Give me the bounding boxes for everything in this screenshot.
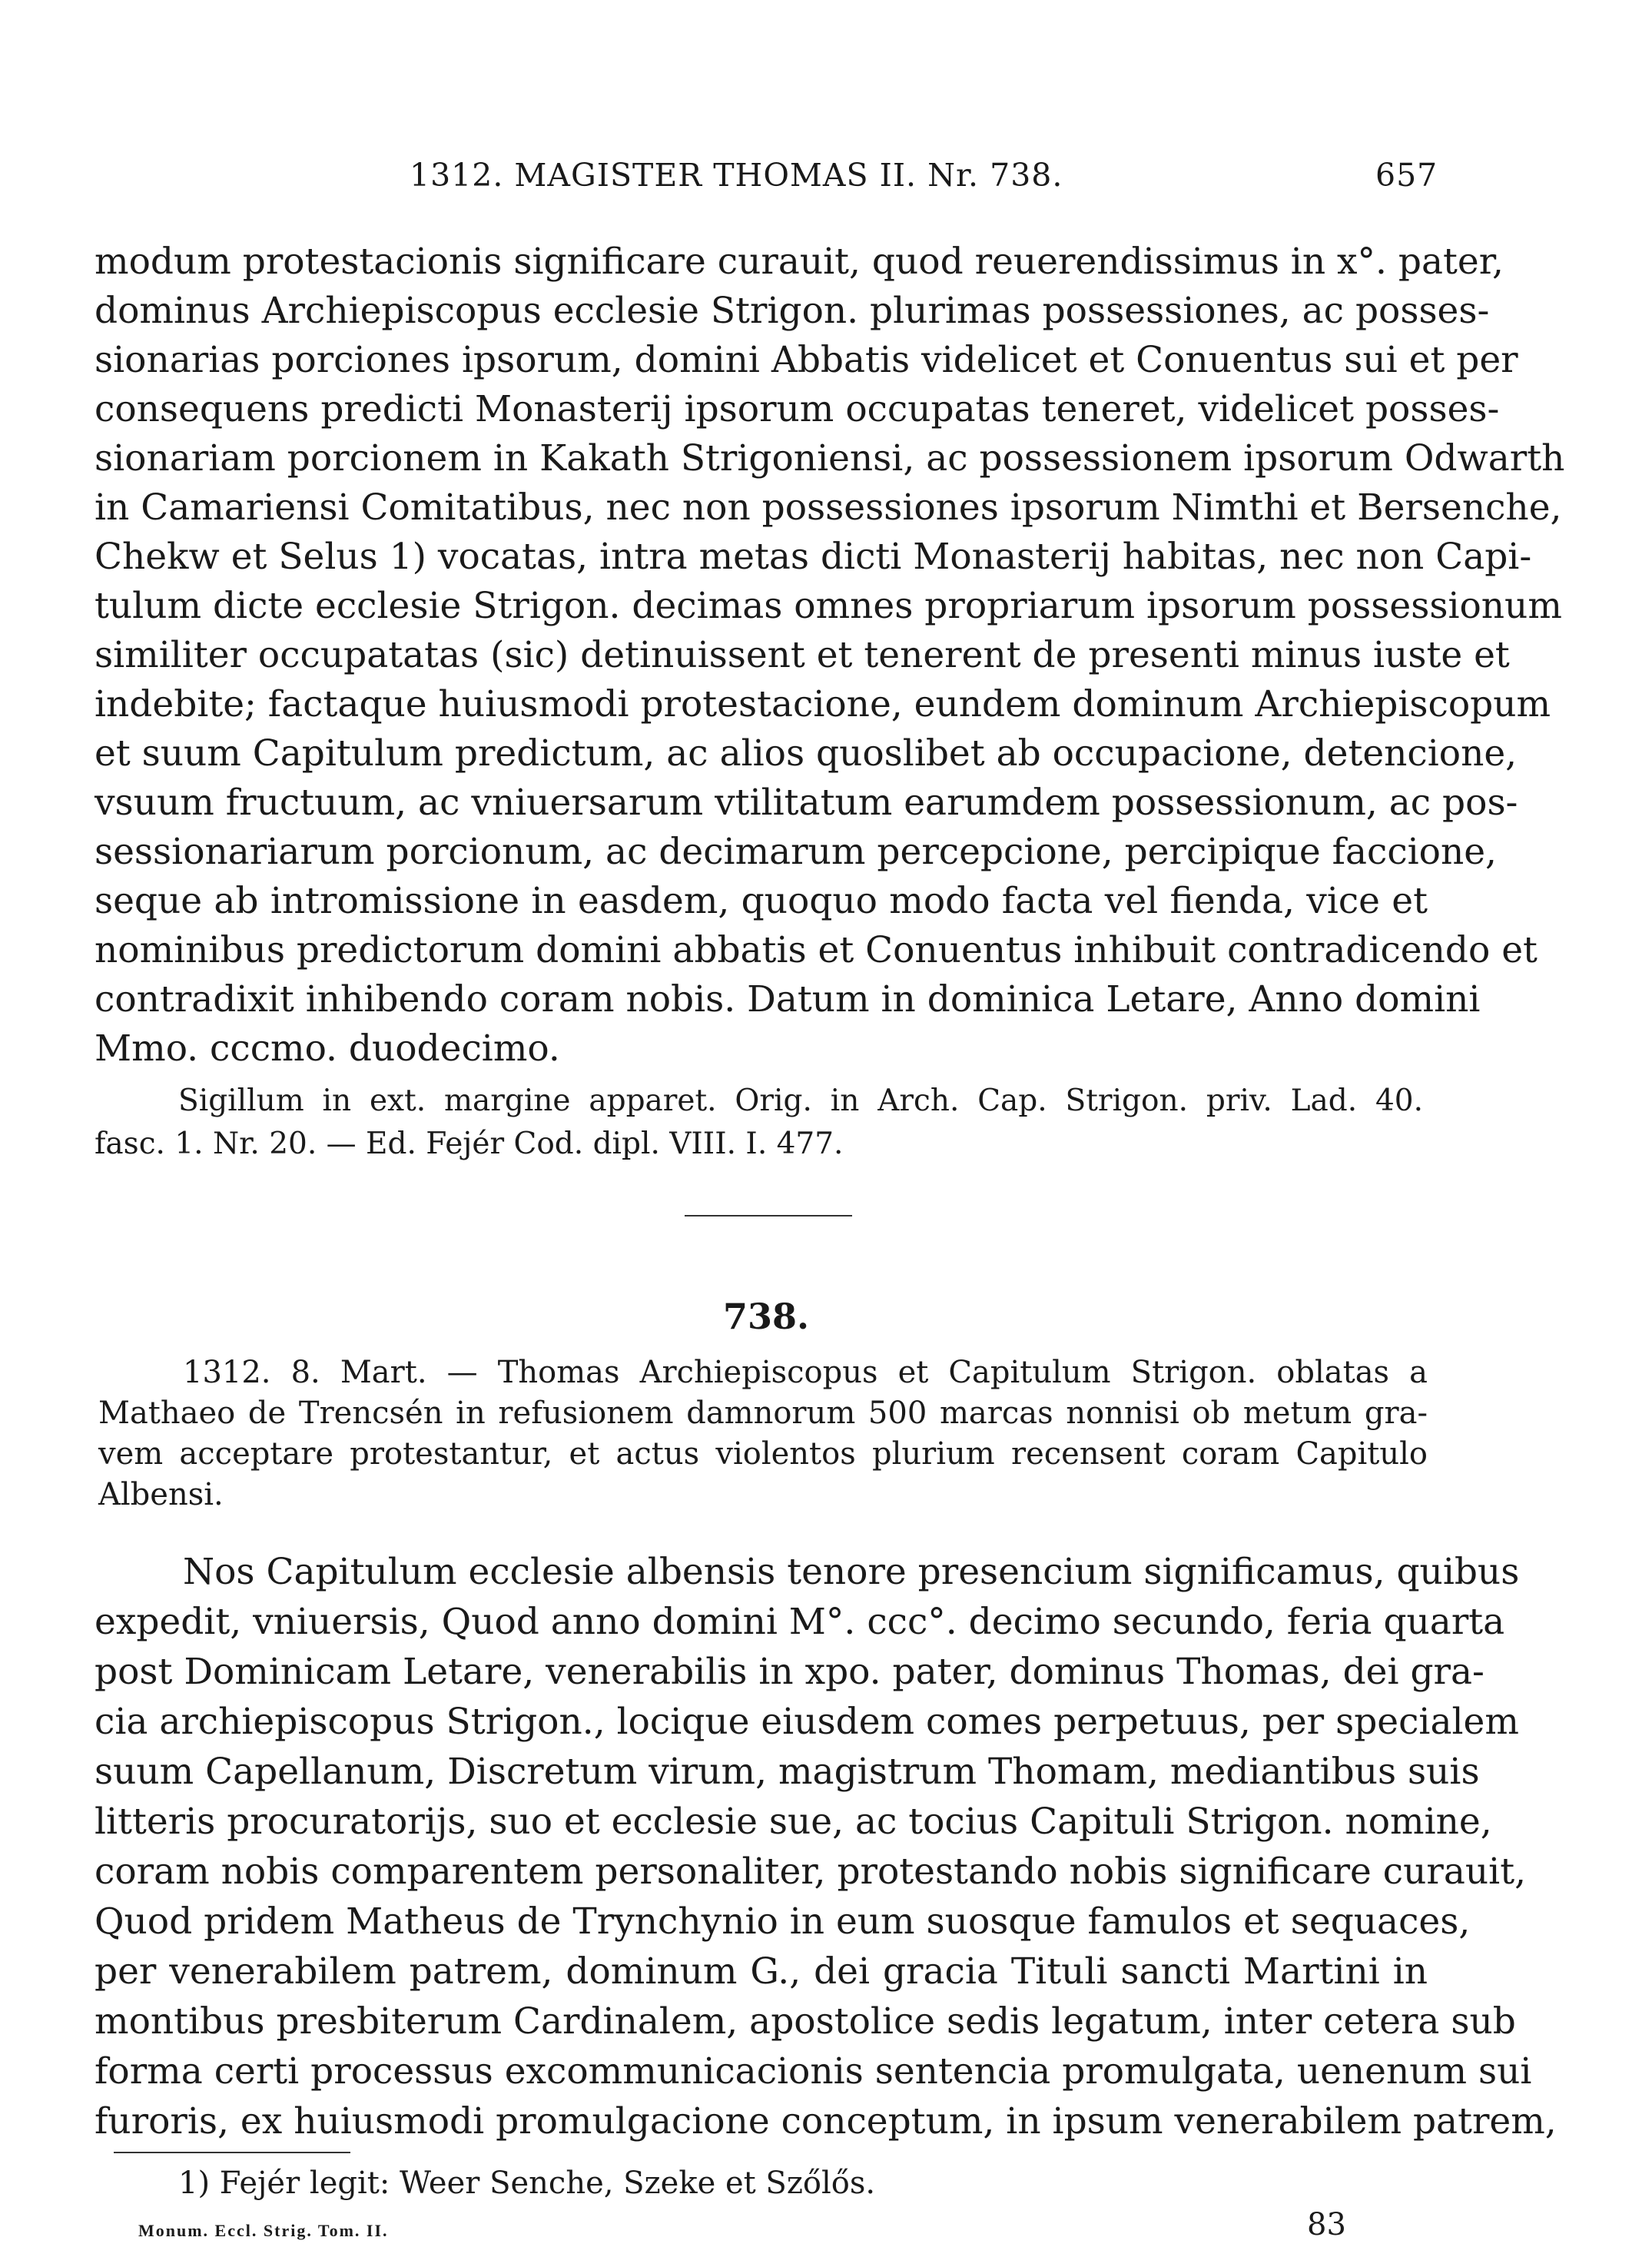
body-line: et suum Capitulum predictum, ac alios quoslibet ab occupacione, detencione,	[95, 732, 1518, 775]
body-line: tulum dicte ecclesie Strigon. decimas omnes propriarum ipsorum possessionum	[95, 585, 1562, 627]
running-title: 1312. MAGISTER THOMAS II. Nr. 738.	[410, 157, 1063, 194]
body-line: contradixit inhibendo coram nobis. Datum in dominica Letare, Anno domini	[95, 978, 1481, 1021]
body-line: modum protestacionis significare curauit, quod reuerendissimus in x°. pater,	[95, 241, 1504, 283]
body-line: vsuum fructuum, ac vniuersarum vtilitatum earumdem possessionum, ac pos-	[95, 782, 1518, 824]
footer-signature: Monum. Eccl. Strig. Tom. II.	[138, 2221, 389, 2240]
sheet-number: 83	[1307, 2207, 1346, 2242]
body-line: similiter occupatatas (sic) detinuissent et tenerent de presenti minus iuste et	[95, 634, 1510, 676]
body-line: seque ab intromissione in easdem, quoquo modo facta vel fienda, vice et	[95, 880, 1428, 922]
document-number: 738.	[723, 1296, 810, 1337]
body-line: dominus Archiepiscopus ecclesie Strigon. plurimas possessiones, ac posses-	[95, 290, 1490, 332]
body-line: furoris, ex huiusmodi promulgacione conceptum, in ipsum venerabilem patrem,	[95, 2100, 1557, 2143]
section-divider	[685, 1215, 852, 1216]
archival-note-line: fasc. 1. Nr. 20. — Ed. Fejér Cod. dipl. VIII. I. 477.	[95, 1127, 844, 1161]
body-line: sionariam porcionem in Kakath Strigoniensi, ac possessionem ipsorum Odwarth	[95, 437, 1565, 480]
summary-line: 1312. 8. Mart. — Thomas Archiepiscopus et Capitulum Strigon. oblatas a	[183, 1355, 1428, 1390]
body-line: cia archiepiscopus Strigon., locique eiusdem comes perpetuus, per specialem	[95, 1701, 1519, 1743]
body-line: montibus presbiterum Cardinalem, apostolice sedis legatum, inter cetera sub	[95, 2000, 1516, 2043]
body-line: in Camariensi Comitatibus, nec non possessiones ipsorum Nimthi et Bersenche,	[95, 486, 1562, 529]
footnote-rule	[114, 2152, 350, 2153]
body-line: forma certi processus excommunicacionis sentencia promulgata, uenenum sui	[95, 2050, 1532, 2093]
body-line: Quod pridem Matheus de Trynchynio in eum suosque famulos et sequaces,	[95, 1900, 1471, 1943]
footnote: 1) Fejér legit: Weer Senche, Szeke et Szőlős.	[178, 2166, 876, 2201]
summary-line: Mathaeo de Trencsén in refusionem damnorum 500 marcas nonnisi ob metum gra-	[98, 1396, 1428, 1431]
page-number: 657	[1375, 157, 1438, 194]
body-line: indebite; factaque huiusmodi protestacione, eundem dominum Archiepiscopum	[95, 683, 1551, 725]
body-line: suum Capellanum, Discretum virum, magistrum Thomam, mediantibus suis	[95, 1751, 1480, 1793]
body-line: per venerabilem patrem, dominum G., dei gracia Tituli sancti Martini in	[95, 1950, 1428, 1993]
body-line: Nos Capitulum ecclesie albensis tenore presencium significamus, quibus	[183, 1551, 1520, 1593]
body-line: nominibus predictorum domini abbatis et Conuentus inhibuit contradicendo et	[95, 929, 1538, 971]
summary-line: vem acceptare protestantur, et actus violentos plurium recensent coram Capitulo	[98, 1436, 1428, 1472]
body-line: post Dominicam Letare, venerabilis in xpo. pater, dominus Thomas, dei gra-	[95, 1651, 1484, 1693]
archival-note-line: Sigillum in ext. margine apparet. Orig. in Arch. Cap. Strigon. priv. Lad. 40.	[178, 1084, 1423, 1118]
body-line: coram nobis comparentem personaliter, protestando nobis significare curauit,	[95, 1850, 1527, 1893]
body-line: expedit, vniuersis, Quod anno domini M°. ccc°. decimo secundo, feria quarta	[95, 1601, 1505, 1643]
body-line: sionarias porciones ipsorum, domini Abbatis videlicet et Conuentus sui et per	[95, 339, 1518, 381]
body-line: consequens predicti Monasterij ipsorum occupatas teneret, videlicet posses-	[95, 388, 1500, 430]
body-line: sessionariarum porcionum, ac decimarum percepcione, percipique faccione,	[95, 831, 1497, 873]
body-line: Chekw et Selus 1) vocatas, intra metas dicti Monasterij habitas, nec non Capi-	[95, 536, 1532, 578]
body-line: Mmo. cccmo. duodecimo.	[95, 1027, 560, 1070]
summary-line: Albensi.	[98, 1477, 224, 1512]
body-line: litteris procuratorijs, suo et ecclesie sue, ac tocius Capituli Strigon. nomine,	[95, 1801, 1492, 1843]
